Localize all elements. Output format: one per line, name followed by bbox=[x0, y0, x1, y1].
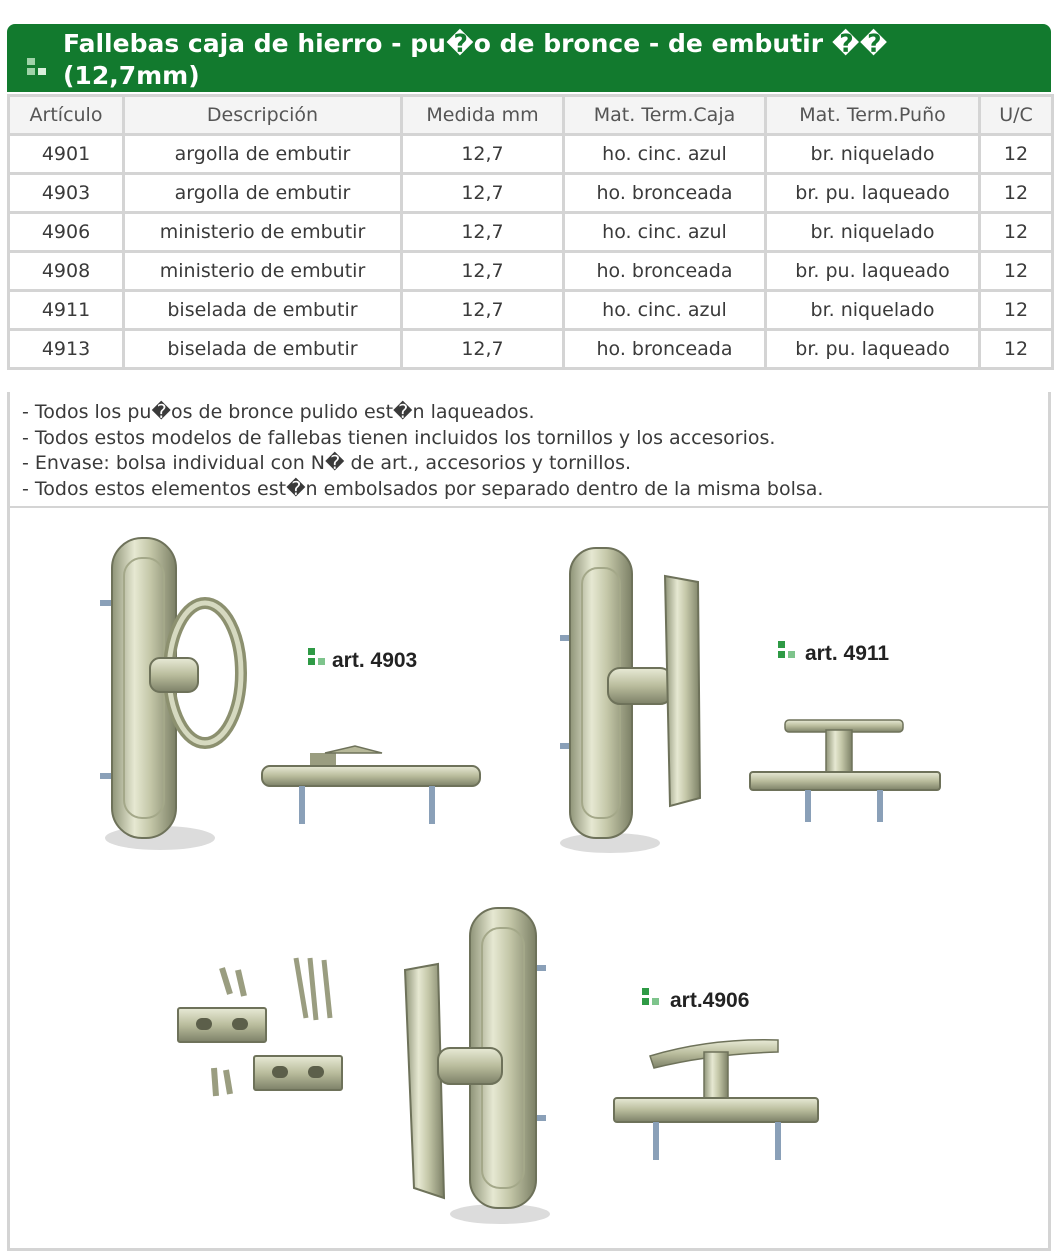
caption-text-4911: art. 4911 bbox=[805, 642, 890, 665]
table-row bbox=[9, 174, 1053, 213]
column-header: Medida mm bbox=[402, 96, 564, 135]
caption-4903 bbox=[308, 648, 417, 672]
page-title: Fallebas caja de hierro - pu�o de bronce - de embutir �� (12,7mm) bbox=[63, 29, 888, 90]
table-row bbox=[9, 135, 1053, 174]
biselada-latch-image bbox=[560, 548, 700, 853]
table-cell: argolla de embutir bbox=[124, 135, 402, 174]
table-cell: 12,7 bbox=[402, 252, 564, 291]
note-line: - Envase: bolsa individual con N� de art., accesorios y tornillos. bbox=[22, 452, 632, 474]
table-cell: ho. bronceada bbox=[564, 330, 766, 369]
caption-4911 bbox=[778, 641, 889, 665]
table-cell: 12,7 bbox=[402, 330, 564, 369]
table-row bbox=[9, 291, 1053, 330]
table-cell: ministerio de embutir bbox=[124, 252, 402, 291]
column-header: U/C bbox=[980, 96, 1053, 135]
notes-section bbox=[7, 392, 1051, 509]
table-cell: 12 bbox=[980, 330, 1053, 369]
note-line: - Todos los pu�os de bronce pulido est�n laqueados. bbox=[22, 401, 535, 423]
table-header-row bbox=[9, 96, 1053, 135]
table-cell: 12 bbox=[980, 135, 1053, 174]
table-cell: br. niquelado bbox=[766, 291, 980, 330]
table-cell: 12,7 bbox=[402, 135, 564, 174]
biselada-latch-side-image bbox=[750, 720, 940, 822]
ministerio-latch-image bbox=[405, 908, 550, 1224]
bullet-icon bbox=[27, 58, 51, 78]
table-cell: ho. bronceada bbox=[564, 174, 766, 213]
table-cell: argolla de embutir bbox=[124, 174, 402, 213]
table-row bbox=[9, 252, 1053, 291]
table-row bbox=[9, 213, 1053, 252]
table-cell: br. pu. laqueado bbox=[766, 252, 980, 291]
table-cell: 12,7 bbox=[402, 213, 564, 252]
table-cell: 4901 bbox=[9, 135, 124, 174]
header-bar bbox=[7, 24, 1051, 92]
product-table bbox=[7, 94, 1054, 370]
accessories-image bbox=[178, 958, 342, 1096]
table-cell: br. pu. laqueado bbox=[766, 174, 980, 213]
table-cell: 12 bbox=[980, 252, 1053, 291]
column-header: Descripción bbox=[124, 96, 402, 135]
ministerio-latch-side-image bbox=[614, 1040, 818, 1160]
fasteners-illustration bbox=[10, 508, 1048, 1248]
table-cell: 12 bbox=[980, 174, 1053, 213]
table-cell: ministerio de embutir bbox=[124, 213, 402, 252]
table-cell: 12,7 bbox=[402, 174, 564, 213]
caption-4906 bbox=[642, 988, 749, 1012]
argolla-latch-side-image bbox=[262, 746, 480, 824]
table-cell: 12 bbox=[980, 291, 1053, 330]
caption-text-4903: art. 4903 bbox=[332, 649, 418, 672]
product-sheet bbox=[7, 24, 1051, 1250]
note-line: - Todos estos modelos de fallebas tienen incluidos los tornillos y los accesorios. bbox=[22, 426, 776, 449]
argolla-latch-image bbox=[100, 538, 241, 850]
table-cell: ho. cinc. azul bbox=[564, 135, 766, 174]
table-cell: ho. cinc. azul bbox=[564, 213, 766, 252]
table-row bbox=[9, 330, 1053, 369]
table-cell: br. niquelado bbox=[766, 135, 980, 174]
caption-text-4906: art.4906 bbox=[670, 989, 750, 1012]
table-cell: 4913 bbox=[9, 330, 124, 369]
column-header: Mat. Term.Caja bbox=[564, 96, 766, 135]
table-cell: biselada de embutir bbox=[124, 330, 402, 369]
table-cell: 12,7 bbox=[402, 291, 564, 330]
table-cell: 12 bbox=[980, 213, 1053, 252]
table-cell: 4906 bbox=[9, 213, 124, 252]
table-cell: 4903 bbox=[9, 174, 124, 213]
product-photo bbox=[7, 508, 1051, 1251]
table-cell: 4908 bbox=[9, 252, 124, 291]
table-cell: ho. cinc. azul bbox=[564, 291, 766, 330]
table-cell: ho. bronceada bbox=[564, 252, 766, 291]
table-cell: 4911 bbox=[9, 291, 124, 330]
table-cell: biselada de embutir bbox=[124, 291, 402, 330]
table-cell: br. pu. laqueado bbox=[766, 330, 980, 369]
column-header: Artículo bbox=[9, 96, 124, 135]
note-line: - Todos estos elementos est�n embolsados por separado dentro de la misma bolsa. bbox=[22, 477, 824, 500]
column-header: Mat. Term.Puño bbox=[766, 96, 980, 135]
table-cell: br. niquelado bbox=[766, 213, 980, 252]
